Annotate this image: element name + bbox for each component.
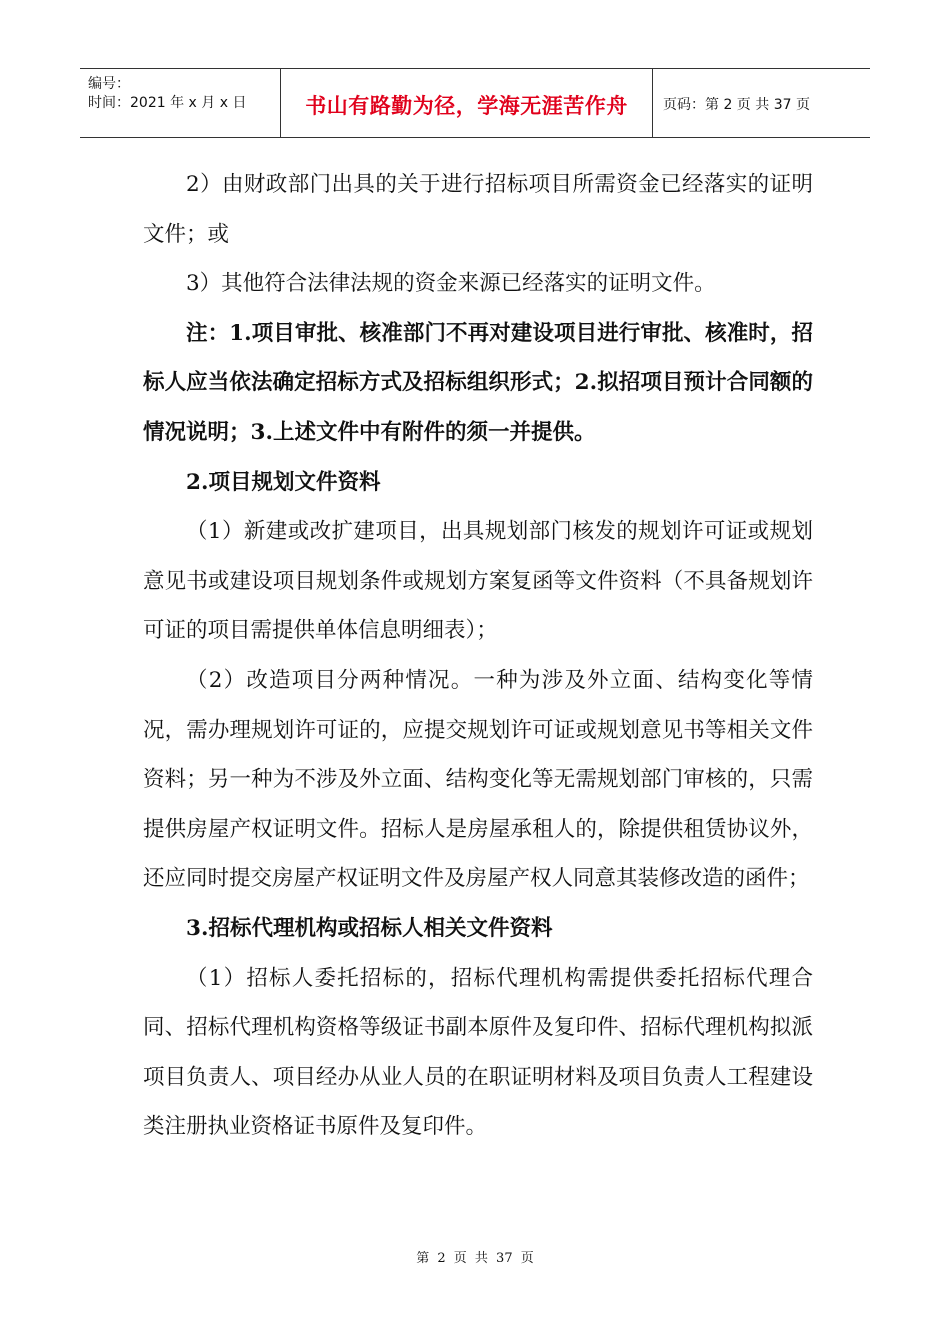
paragraph-funding-proof: 2）由财政部门出具的关于进行招标项目所需资金已经落实的证明文件；或 <box>143 172 813 247</box>
paragraph-other-funding-proof: 3）其他符合法律法规的资金来源已经落实的证明文件。 <box>186 271 716 297</box>
header-meta <box>80 69 281 137</box>
page-footer: 第 2 页 共 37 页 <box>416 1251 534 1266</box>
document-header <box>80 68 870 138</box>
header-page-info: 页码：第 2 页 共 37 页 <box>663 97 810 113</box>
paragraph-agency-documents: （1）招标人委托招标的，招标代理机构需提供委托招标代理合同、招标代理机构资格等级证书副本原件及复印件、招标代理机构拟派项目负责人、项目经办从业人员的在职证明材料及项目负责人工程建设类注册执业资格证书原件及复印件。 <box>143 965 813 1140</box>
document-number-label: 编号： <box>88 76 130 92</box>
document-body <box>143 160 813 1152</box>
section-heading-planning: 2.项目规划文件资料 <box>186 469 381 495</box>
section-heading-agency: 3.招标代理机构或招标人相关文件资料 <box>186 915 553 941</box>
paragraph-note: 注：1.项目审批、核准部门不再对建设项目进行审批、核准时，招标人应当依法确定招标方式及招标组织形式；2.拟招项目预计合同额的情况说明；3.上述文件中有附件的须一并提供。 <box>143 320 813 445</box>
document-date: 时间：2021 年 x 月 x 日 <box>88 95 247 111</box>
header-motto: 书山有路勤为径，学海无涯苦作舟 <box>281 69 653 137</box>
paragraph-renovation: （2）改造项目分两种情况。一种为涉及外立面、结构变化等情况，需办理规划许可证的，应提交规划许可证或规划意见书等相关文件资料；另一种为不涉及外立面、结构变化等无需规划部门审核的，只需提供房屋产权证明文件。招标人是房屋承租人的，除提供租赁协议外，还应同时提交房屋产权证明文件及房屋产权人同意其装修改造的函件； <box>143 667 813 892</box>
paragraph-new-construction: （1）新建或改扩建项目，出具规划部门核发的规划许可证或规划意见书或建设项目规划条件或规划方案复函等文件资料（不具备规划许可证的项目需提供单体信息明细表）； <box>143 519 813 644</box>
